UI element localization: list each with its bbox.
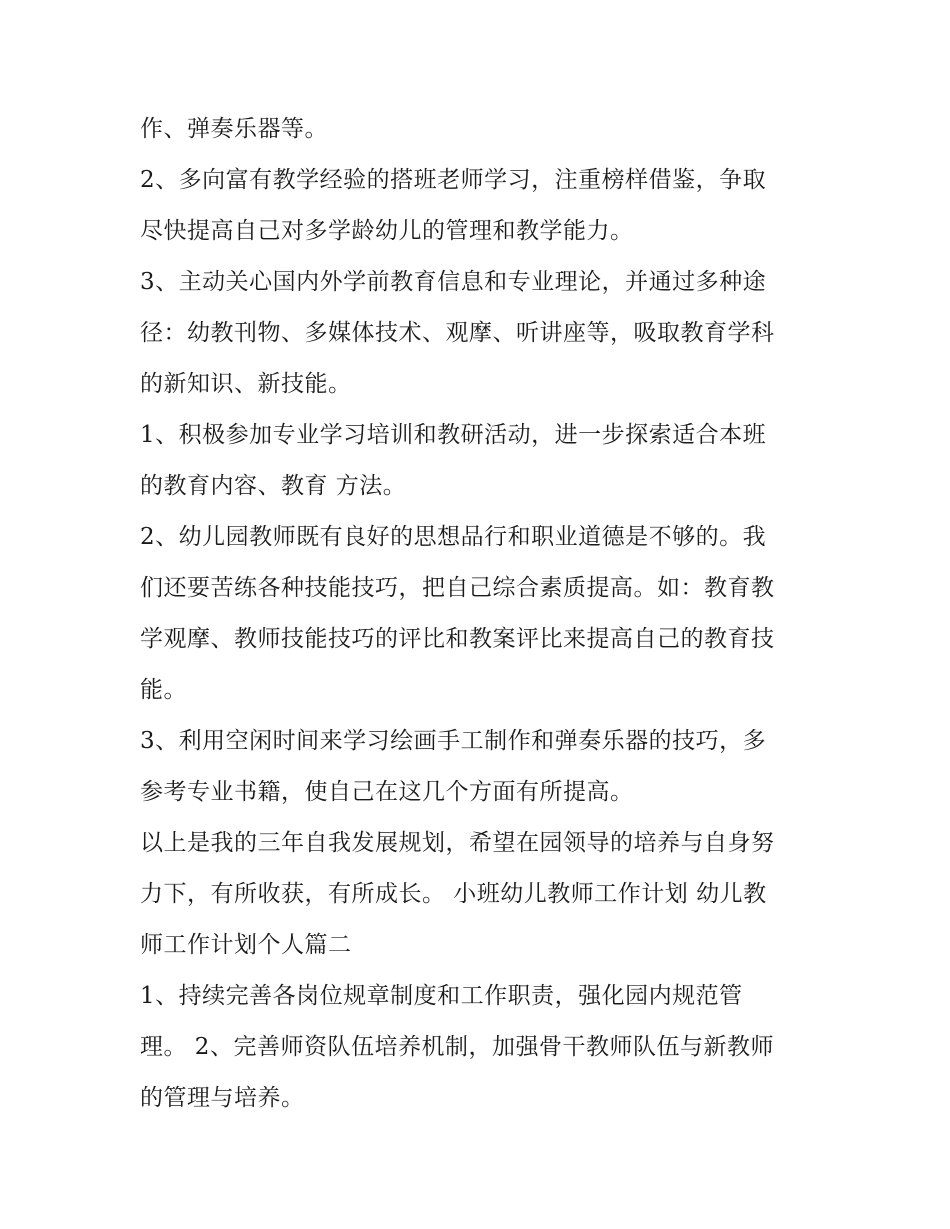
text-line: 的新知识、新技能。 xyxy=(140,371,352,397)
text-line: 作、弹奏乐器等。 xyxy=(140,116,328,142)
text-line: 理。 2、完善师资队伍培养机制，加强骨干教师队伍与新教师 xyxy=(140,1034,774,1060)
text-line: 们还要苦练各种技能技巧，把自己综合素质提高。如：教育教 xyxy=(140,575,775,601)
text-line: 2、幼儿园教师既有良好的思想品行和职业道德是不够的。我 xyxy=(140,524,767,550)
text-line: 以上是我的三年自我发展规划，希望在园领导的培养与自身努 xyxy=(140,830,775,856)
text-line: 1、持续完善各岗位规章制度和工作职责，强化园内规范管 xyxy=(140,983,743,1009)
text-line: 师工作计划个人篇二 xyxy=(140,932,352,958)
document-body xyxy=(140,104,820,1124)
text-line: 3、利用空闲时间来学习绘画手工制作和弹奏乐器的技巧，多 xyxy=(140,728,767,754)
text-line: 学观摩、教师技能技巧的评比和教案评比来提高自己的教育技 xyxy=(140,626,775,652)
text-line: 尽快提高自己对多学龄幼儿的管理和教学能力。 xyxy=(140,218,634,244)
text-line: 1、积极参加专业学习培训和教研活动，进一步探索适合本班 xyxy=(140,422,767,448)
text-line: 的管理与培养。 xyxy=(140,1085,305,1111)
text-line: 3、主动关心国内外学前教育信息和专业理论，并通过多种途 xyxy=(140,269,767,295)
text-line: 径：幼教刊物、多媒体技术、观摩、听讲座等，吸取教育学科 xyxy=(140,320,775,346)
text-line: 参考专业书籍，使自己在这几个方面有所提高。 xyxy=(140,779,634,805)
text-line: 力下，有所收获，有所成长。 小班幼儿教师工作计划 幼儿教 xyxy=(140,881,767,907)
text-line: 的教育内容、教育 方法。 xyxy=(140,473,407,499)
text-line: 能。 xyxy=(140,677,187,703)
text-line: 2、多向富有教学经验的搭班老师学习，注重榜样借鉴，争取 xyxy=(140,167,767,193)
